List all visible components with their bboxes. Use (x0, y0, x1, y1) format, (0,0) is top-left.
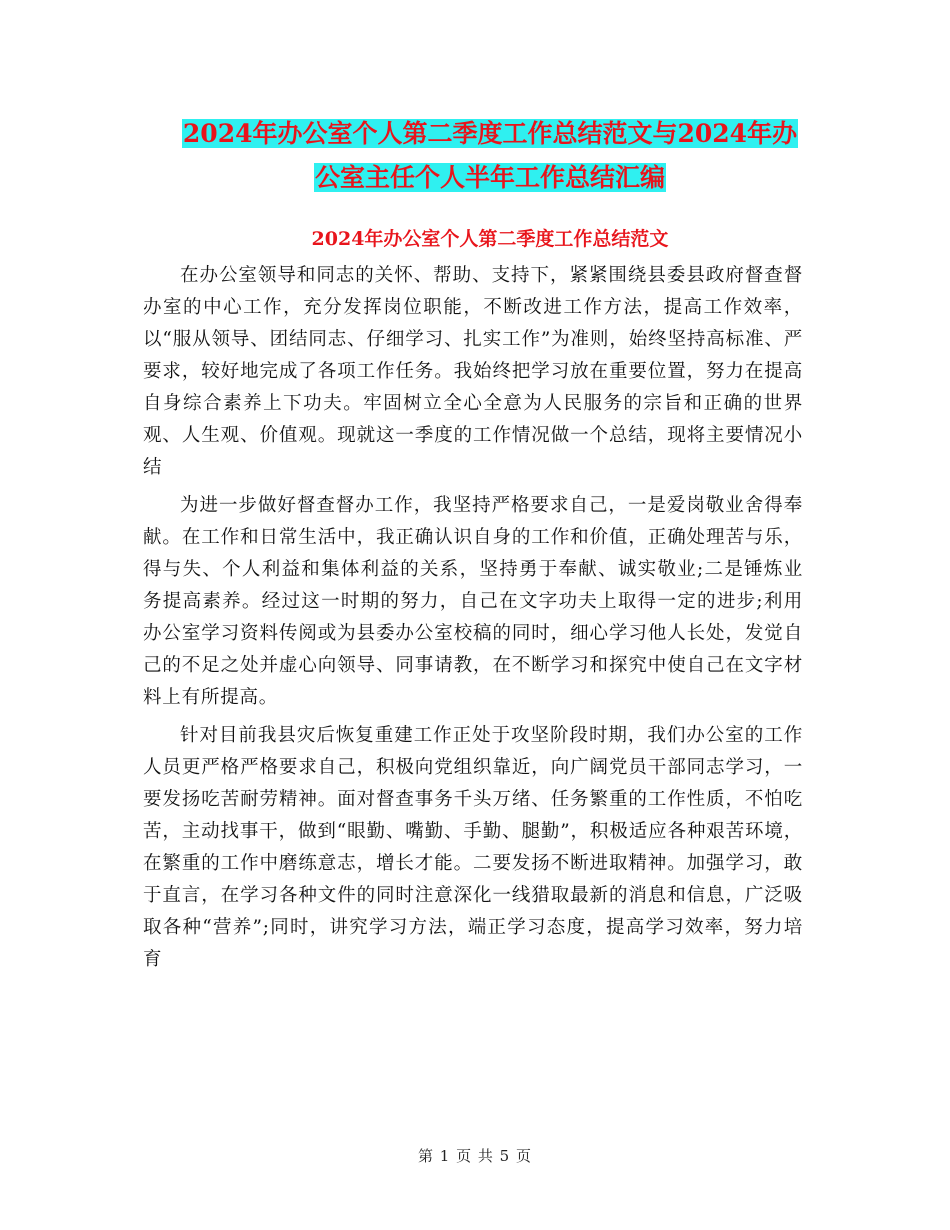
document-title (140, 112, 840, 200)
document-body (143, 260, 803, 976)
paragraph-2: 为进一步做好督查督办工作，我坚持严格要求自己，一是爱岗敬业舍得奉献。在工作和日常生活中，我正确认识自身的工作和价值，正确处理苦与乐，得与失、个人利益和集体利益的关系，坚持勇于奉献、诚实敬业;二是锤炼业务提高素养。经过这一时期的努力，自己在文字功夫上取得一定的进步;利用办公室学习资料传阅或为县委办公室校稿的同时，细心学习他人长处，发觉自己的不足之处并虚心向领导、同事请教，在不断学习和探究中使自己在文字材料上有所提高。 (143, 495, 803, 708)
paragraph-1: 在办公室领导和同志的关怀、帮助、支持下，紧紧围绕县委县政府督查督办室的中心工作，充分发挥岗位职能，不断改进工作方法，提高工作效率，以“服从领导、团结同志、仔细学习、扎实工作”为准则，始终坚持高标准、严要求，较好地完成了各项工作任务。我始终把学习放在重要位置，努力在提高自身综合素养上下功夫。牢固树立全心全意为人民服务的宗旨和正确的世界观、人生观、价值观。现就这一季度的工作情况做一个总结，现将主要情况小结 (143, 265, 803, 478)
section-title: 2024年办公室个人第二季度工作总结范文 (311, 228, 669, 250)
document-title-line-2: 公室主任个人半年工作总结汇编 (314, 163, 665, 192)
page-footer: 第 1 页 共 5 页 (418, 1147, 532, 1165)
paragraph-3: 针对目前我县灾后恢复重建工作正处于攻坚阶段时期，我们办公室的工作人员更严格严格要求自己，积极向党组织靠近，向广阔党员干部同志学习，一要发扬吃苦耐劳精神。面对督查事务千头万绪、任务繁重的工作性质，不怕吃苦，主动找事干，做到“眼勤、嘴勤、手勤、腿勤”，积极适应各种艰苦环境，在繁重的工作中磨练意志，增长才能。二要发扬不断进取精神。加强学习，敢于直言，在学习各种文件的同时注意深化一线猎取最新的消息和信息，广泛吸取各种“营养”;同时，讲究学习方法，端正学习态度，提高学习效率，努力培育 (143, 725, 803, 970)
document-title-line-1: 2024年办公室个人第二季度工作总结范文与2024年办 (182, 119, 798, 148)
